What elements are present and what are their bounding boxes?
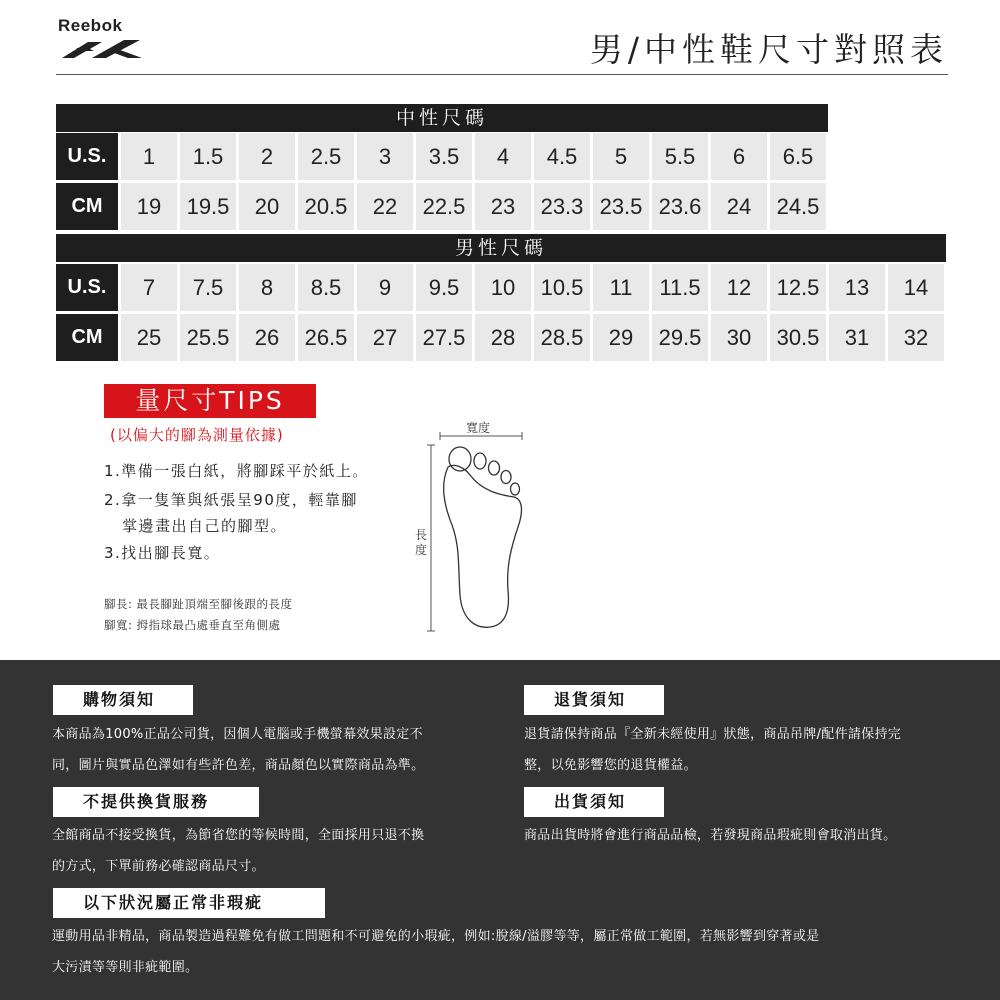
unisex-cm-cell: 22 bbox=[357, 183, 413, 230]
mens-cm-cell: 25.5 bbox=[180, 314, 236, 361]
length-label-1: 長 bbox=[415, 528, 428, 542]
tips-banner: 量尺寸TIPS bbox=[104, 384, 316, 418]
no-exchange-line-1: 全館商品不接受換貨，為節省您的等候時間，全面採用只退不換 bbox=[52, 828, 425, 843]
tips-step-2: 2.拿一隻筆與紙張呈90度，輕靠腳 bbox=[104, 491, 358, 509]
mens-cm-label: CM bbox=[56, 314, 118, 361]
unisex-us-label: U.S. bbox=[56, 133, 118, 180]
shopping-notice-title: 購物須知 bbox=[53, 685, 193, 715]
unisex-us-cell: 4.5 bbox=[534, 133, 590, 180]
unisex-cm-cell: 23.3 bbox=[534, 183, 590, 230]
length-definition: 腳長: 最長腳趾頂端至腳後跟的長度 bbox=[104, 597, 293, 611]
mens-cm-cell: 28 bbox=[475, 314, 531, 361]
defects-notice-line-2: 大污漬等等則非疵範圍。 bbox=[52, 960, 199, 975]
mens-us-cell: 10 bbox=[475, 264, 531, 311]
length-label-2: 度 bbox=[415, 543, 428, 557]
tips-step-2-cont: 掌邊畫出自己的腳型。 bbox=[122, 517, 288, 535]
reebok-vector-icon bbox=[62, 38, 144, 60]
page-title: 男/中性鞋尺寸對照表 bbox=[589, 30, 948, 69]
foot-outline-icon bbox=[404, 415, 534, 635]
unisex-cm-cell: 23 bbox=[475, 183, 531, 230]
unisex-heading: 中性尺碼 bbox=[56, 104, 828, 132]
returns-notice-line-2: 整，以免影響您的退貨權益。 bbox=[524, 758, 697, 773]
reebok-logo bbox=[58, 16, 148, 64]
returns-notice-title: 退貨須知 bbox=[524, 685, 664, 715]
mens-cm-cell: 28.5 bbox=[534, 314, 590, 361]
no-exchange-line-2: 的方式，下單前務必確認商品尺寸。 bbox=[52, 859, 265, 874]
mens-us-cell: 14 bbox=[888, 264, 944, 311]
shopping-notice-line-1: 本商品為100%正品公司貨，因個人電腦或手機螢幕效果設定不 bbox=[52, 727, 423, 742]
unisex-us-cell: 2 bbox=[239, 133, 295, 180]
unisex-cm-cell: 23.5 bbox=[593, 183, 649, 230]
mens-cm-cell: 26 bbox=[239, 314, 295, 361]
mens-us-cell: 12.5 bbox=[770, 264, 826, 311]
mens-us-cell: 8.5 bbox=[298, 264, 354, 311]
mens-cm-cell: 27.5 bbox=[416, 314, 472, 361]
mens-us-cell: 7.5 bbox=[180, 264, 236, 311]
unisex-us-cell: 5.5 bbox=[652, 133, 708, 180]
tips-step-1: 1.準備一張白紙，將腳踩平於紙上。 bbox=[104, 462, 369, 480]
mens-cm-cell: 31 bbox=[829, 314, 885, 361]
mens-cm-cell: 27 bbox=[357, 314, 413, 361]
mens-us-cell: 9 bbox=[357, 264, 413, 311]
defects-notice-line-1: 運動用品非精品，商品製造過程難免有做工問題和不可避免的小瑕疵，例如:脫線/溢膠等等，屬正常做工範圍，若無影響到穿著或是 bbox=[52, 929, 820, 944]
shopping-notice-line-2: 同，圖片與實品色澤如有些許色差，商品顏色以實際商品為準。 bbox=[52, 758, 425, 773]
mens-cm-cell: 32 bbox=[888, 314, 944, 361]
unisex-us-cell: 1 bbox=[121, 133, 177, 180]
mens-cm-cell: 29.5 bbox=[652, 314, 708, 361]
unisex-cm-cell: 22.5 bbox=[416, 183, 472, 230]
mens-cm-cell: 30 bbox=[711, 314, 767, 361]
mens-cm-cell: 29 bbox=[593, 314, 649, 361]
returns-notice-line-1: 退貨請保持商品『全新未經使用』狀態，商品吊牌/配件請保持完 bbox=[524, 727, 902, 742]
unisex-us-cell: 2.5 bbox=[298, 133, 354, 180]
unisex-cm-cell: 24.5 bbox=[770, 183, 826, 230]
no-exchange-title: 不提供換貨服務 bbox=[53, 787, 259, 817]
mens-us-label: U.S. bbox=[56, 264, 118, 311]
unisex-cm-cell: 19.5 bbox=[180, 183, 236, 230]
mens-section-bar bbox=[56, 234, 946, 262]
shipping-notice-title: 出貨須知 bbox=[524, 787, 664, 817]
mens-us-cell: 8 bbox=[239, 264, 295, 311]
mens-us-cell: 10.5 bbox=[534, 264, 590, 311]
unisex-cm-cell: 24 bbox=[711, 183, 767, 230]
unisex-cm-cell: 23.6 bbox=[652, 183, 708, 230]
unisex-us-cell: 3.5 bbox=[416, 133, 472, 180]
mens-cm-cell: 25 bbox=[121, 314, 177, 361]
mens-us-cell: 9.5 bbox=[416, 264, 472, 311]
mens-us-cell: 11.5 bbox=[652, 264, 708, 311]
unisex-us-cell: 4 bbox=[475, 133, 531, 180]
title-divider bbox=[56, 74, 948, 75]
brand-name: Reebok bbox=[58, 16, 123, 35]
unisex-us-cell: 3 bbox=[357, 133, 413, 180]
unisex-cm-label: CM bbox=[56, 183, 118, 230]
unisex-us-cell: 6 bbox=[711, 133, 767, 180]
defects-notice-title: 以下狀況屬正常非瑕疵 bbox=[53, 888, 325, 918]
shipping-notice-line-1: 商品出貨時將會進行商品品檢，若發現商品瑕疵則會取消出貨。 bbox=[524, 828, 897, 843]
unisex-cm-cell: 20 bbox=[239, 183, 295, 230]
mens-us-cell: 11 bbox=[593, 264, 649, 311]
mens-cm-cell: 26.5 bbox=[298, 314, 354, 361]
mens-us-cell: 13 bbox=[829, 264, 885, 311]
width-definition: 腳寬: 拇指球最凸處垂直至角側處 bbox=[104, 618, 281, 632]
mens-us-cell: 12 bbox=[711, 264, 767, 311]
mens-us-cell: 7 bbox=[121, 264, 177, 311]
unisex-cm-cell: 20.5 bbox=[298, 183, 354, 230]
mens-cm-cell: 30.5 bbox=[770, 314, 826, 361]
unisex-us-cell: 5 bbox=[593, 133, 649, 180]
mens-heading: 男性尺碼 bbox=[56, 234, 946, 262]
unisex-us-cell: 1.5 bbox=[180, 133, 236, 180]
unisex-section-bar bbox=[56, 104, 828, 132]
tips-step-3: 3.找出腳長寬。 bbox=[104, 544, 221, 562]
width-label: 寬度 bbox=[466, 421, 491, 435]
unisex-us-cell: 6.5 bbox=[770, 133, 826, 180]
tips-subtitle: (以偏大的腳為測量依據) bbox=[110, 426, 284, 444]
unisex-cm-cell: 19 bbox=[121, 183, 177, 230]
